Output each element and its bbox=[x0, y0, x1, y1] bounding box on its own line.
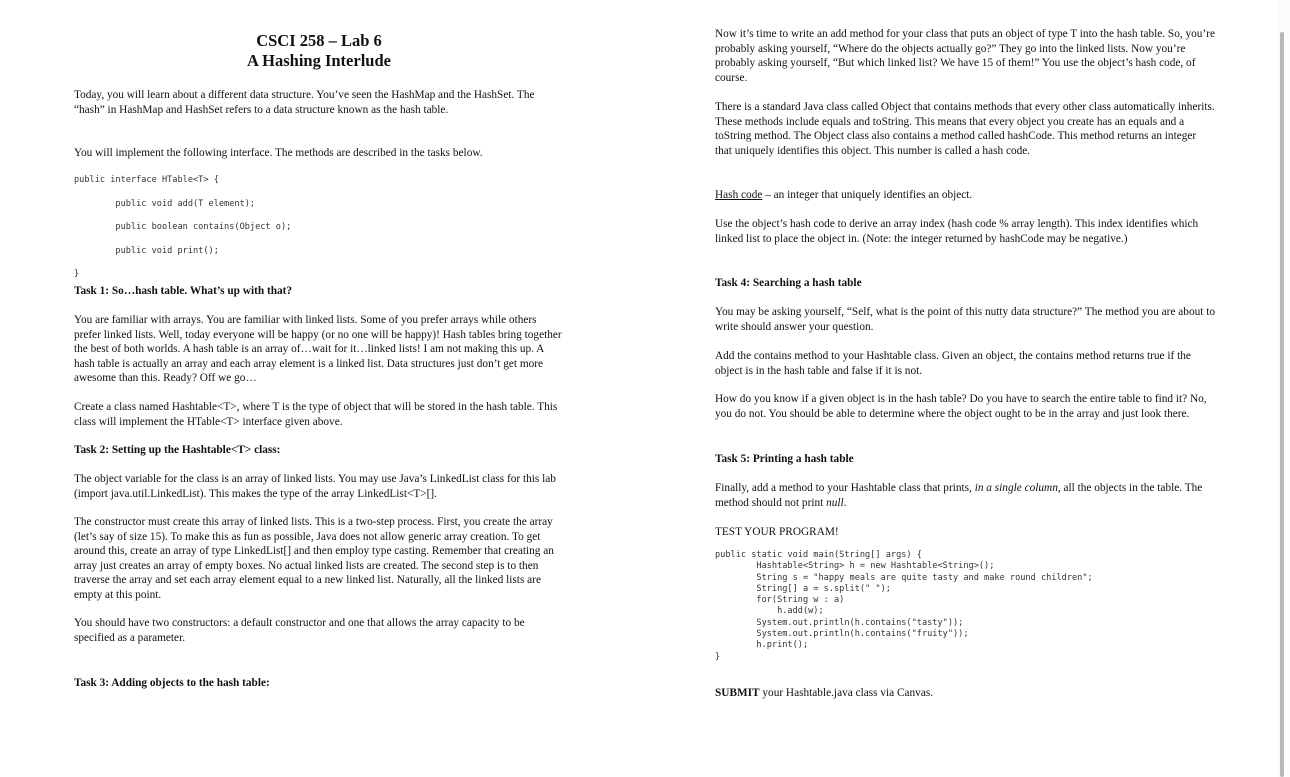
hash-code-desc: – an integer that uniquely identifies an object. bbox=[762, 189, 973, 201]
object-class-paragraph: There is a standard Java class called Object that contains methods that every other class automatically inherits. These methods include equals and toString. This means that every object you create has an equals and a toString method. The Object class also contains a method called hashCode. This method returns an integer that uniquely identifies this object. This number is called a hash code. bbox=[715, 101, 1215, 157]
task3-heading: Task 3: Adding objects to the hash table: bbox=[74, 677, 270, 689]
submit-bold: SUBMIT bbox=[715, 687, 760, 699]
hash-code-term: Hash code bbox=[715, 189, 763, 201]
intro-paragraph: Today, you will learn about a different data structure. You’ve seen the HashMap and the HashSet. The “hash” in HashMap and HashSet refers to a data structure known as the hash table. bbox=[74, 89, 535, 116]
task5-emphasis: in a single column bbox=[974, 482, 1058, 494]
array-index-paragraph: Use the object’s hash code to derive an array index (hash code % array length). This index identifies which linked list to place the object in. (Note: the integer returned by hashCode may be negative.) bbox=[715, 218, 1199, 245]
test-program-label: TEST YOUR PROGRAM! bbox=[715, 526, 839, 538]
task5-text-start: Finally, add a method to your Hashtable class that prints, bbox=[715, 482, 975, 494]
implement-paragraph: You will implement the following interface. The methods are described in the tasks below. bbox=[74, 147, 483, 159]
main-method-code-block: public static void main(String[] args) { Hashtable<String> h = new Hashtable<String>(); String s = "happy meals are quite tasty and make round children"; String[] a = s.split(" "); for(String w : a) h.add(w); System.out.println(h.contains("tasty")); System.out.println(h.contains("fruity")); h.print(); } bbox=[715, 550, 1093, 662]
task4-heading: Task 4: Searching a hash table bbox=[715, 277, 862, 289]
task5-null: null bbox=[826, 496, 844, 509]
task2-heading: Task 2: Setting up the Hashtable<T> class: bbox=[74, 444, 281, 456]
task5-text-mid: , all the objects in the table. The method should not print bbox=[715, 482, 1203, 509]
scrollbar-thumb[interactable] bbox=[1280, 32, 1284, 777]
task1-heading: Task 1: So…hash table. What’s up with that? bbox=[74, 285, 293, 297]
task2-paragraph-3: You should have two constructors: a default constructor and one that allows the array capacity to be specified as a parameter. bbox=[74, 617, 525, 644]
task5-text-end: . bbox=[843, 496, 847, 509]
submit-text: your Hashtable.java class via Canvas. bbox=[759, 687, 934, 699]
doc-title: CSCI 258 – Lab 6 bbox=[256, 31, 382, 50]
interface-code-block: public interface HTable<T> { public void add(T element); public boolean contains(Object o); public void print(); } bbox=[74, 175, 292, 279]
task4-paragraph-2: Add the contains method to your Hashtable class. Given an object, the contains method returns true if the object is in the hash table and false if it is not. bbox=[715, 350, 1191, 377]
submit-line bbox=[715, 686, 1215, 701]
doc-subtitle: A Hashing Interlude bbox=[247, 51, 391, 70]
task5-heading: Task 5: Printing a hash table bbox=[715, 453, 854, 465]
task2-paragraph-1: The object variable for the class is an array of linked lists. You may use Java’s LinkedList class for this lab (import java.util.LinkedList). This makes the type of the array LinkedList<T>[]. bbox=[74, 473, 556, 500]
task2-paragraph-2: The constructor must create this array of linked lists. This is a two-step process. First, you create the array (let’s say of size 15). To make this as fun as possible, Java does not allow generic array creation. To get around this, create an array of type LinkedList[] and then employ type casting. Remember that creating an array just creates an array of empty boxes. No actual linked lists are created. The second step is to then traverse the array and set each array element equal to a new linked list. Naturally, all the linked lists are empty at this point. bbox=[74, 516, 554, 601]
add-method-paragraph: Now it’s time to write an add method for your class that puts an object of type T into the hash table. So, you’re probably asking yourself, “Where do the objects actually go?” They go into the linked lists. Now you’re probably asking yourself, “But which linked list? We have 15 of them!” You use the object’s hash code, of course. bbox=[715, 28, 1215, 84]
task4-paragraph-3: How do you know if a given object is in the hash table? Do you have to search the entire table to find it? No, you do not. You should be able to determine where the object ought to be in the array and just look there. bbox=[715, 393, 1207, 420]
task1-paragraph-1: You are familiar with arrays. You are familiar with linked lists. Some of you prefer arrays while others prefer linked lists. Well, today everyone will be happy (or no one will be happy)! Hash tables bring together the best of both worlds. A hash table is an array of…wait for it…linked lists! I am not making this up. A hash table is actually an array and each array element is a linked list. Data structures just don’t get more awesome than this. Ready? Off we go… bbox=[74, 314, 562, 385]
task1-paragraph-2: Create a class named Hashtable<T>, where T is the type of object that will be stored in the hash table. This class will implement the HTable<T> interface given above. bbox=[74, 401, 558, 428]
hash-code-definition bbox=[715, 188, 1215, 203]
document-page-right bbox=[645, 0, 1280, 777]
task5-paragraph bbox=[715, 481, 1215, 510]
task4-paragraph-1: You may be asking yourself, “Self, what is the point of this nutty data structure?” The method you are about to write should answer your question. bbox=[715, 306, 1215, 333]
